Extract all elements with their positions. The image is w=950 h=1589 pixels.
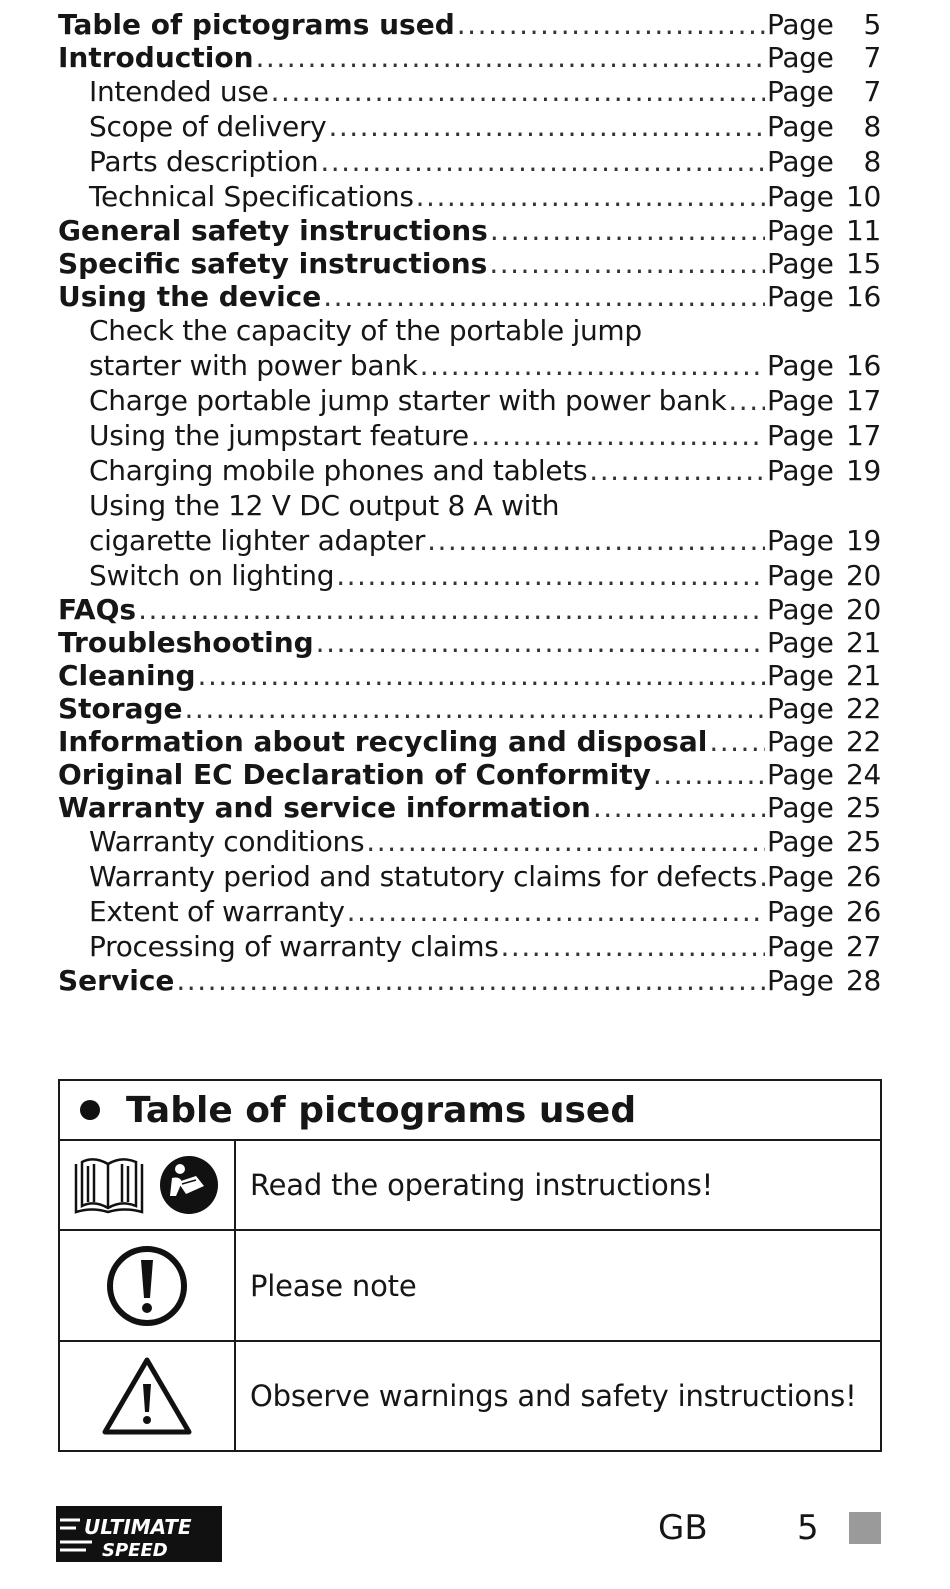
toc-entry	[58, 964, 881, 997]
pictogram-row	[60, 1141, 880, 1231]
toc-entry	[58, 247, 881, 280]
toc-page-number: 28	[845, 964, 881, 997]
toc-leader-dots	[427, 523, 765, 558]
toc-entry-title: Extent of warranty	[89, 895, 345, 928]
toc-page-label: Page	[767, 593, 834, 626]
toc-entry	[58, 758, 881, 791]
toc-leader-dots	[420, 348, 765, 383]
toc-leader-dots	[271, 74, 765, 109]
toc-page-label: Page	[767, 247, 834, 280]
toc-entry-title: Charging mobile phones and tablets	[89, 454, 588, 487]
toc-page-label: Page	[767, 895, 834, 928]
toc-entry-title: Introduction	[58, 41, 254, 74]
brand-line2: SPEED	[102, 1540, 168, 1561]
toc-leader-dots	[653, 758, 765, 791]
warning-triangle-icon	[99, 1354, 195, 1438]
toc-page-label: Page	[767, 930, 834, 963]
toc-page-number: 16	[845, 349, 881, 382]
toc-leader-dots	[185, 692, 765, 725]
toc-leader-dots	[336, 558, 765, 593]
toc-leader-dots	[709, 725, 765, 758]
toc-page-number: 5	[863, 8, 881, 41]
pictogram-icon-cell	[60, 1342, 236, 1450]
toc-entry	[58, 8, 881, 41]
toc-page-label: Page	[767, 41, 834, 74]
toc-entry	[58, 692, 881, 725]
toc-entry	[58, 659, 881, 692]
toc-entry	[58, 725, 881, 758]
toc-leader-dots	[198, 659, 765, 692]
toc-entry	[58, 214, 881, 247]
toc-entry	[58, 313, 881, 348]
toc-entry-title: Charge portable jump starter with power bank	[89, 384, 727, 417]
toc-page-label: Page	[767, 110, 834, 143]
toc-page-label: Page	[767, 524, 834, 557]
pictogram-icon-cell	[60, 1231, 236, 1340]
toc-leader-dots	[490, 214, 765, 247]
toc-page-number: 25	[845, 791, 881, 824]
toc-page-label: Page	[767, 659, 834, 692]
toc-entry-title: Scope of delivery	[89, 110, 327, 143]
toc-entry-title: Intended use	[89, 75, 269, 108]
pictogram-text: Please note	[250, 1268, 417, 1303]
toc-entry-title: Processing of warranty claims	[89, 930, 499, 963]
toc-entry	[58, 894, 881, 929]
exclamation-circle-icon	[105, 1244, 189, 1328]
toc-entry-title: Technical Specifications	[89, 180, 414, 213]
toc-entry	[58, 144, 881, 179]
toc-entry	[58, 523, 881, 558]
toc-entry-title: Using the 12 V DC output 8 A with	[89, 489, 560, 522]
toc-entry	[58, 859, 881, 894]
toc-leader-dots	[489, 247, 765, 280]
toc-leader-dots	[593, 791, 765, 824]
toc-page-label: Page	[767, 419, 834, 452]
toc-page-label: Page	[767, 214, 834, 247]
toc-entry	[58, 383, 881, 418]
toc-page-number: 20	[845, 593, 881, 626]
toc-leader-dots	[256, 41, 765, 74]
toc-entry	[58, 74, 881, 109]
book-and-read-manual-icon	[72, 1152, 222, 1218]
toc-page-label: Page	[767, 145, 834, 178]
brand-logo	[56, 1506, 222, 1566]
toc-entry-title: Switch on lighting	[89, 559, 335, 592]
toc-page-number: 21	[845, 659, 881, 692]
toc-entry-title: cigarette lighter adapter	[89, 524, 426, 557]
toc-leader-dots	[323, 280, 765, 313]
pictogram-icon-cell	[60, 1141, 236, 1229]
toc-entry-title: Original EC Declaration of Conformity	[58, 758, 651, 791]
toc-entry	[58, 791, 881, 824]
toc-entry	[58, 824, 881, 859]
toc-page-label: Page	[767, 758, 834, 791]
toc-entry-title: Specific safety instructions	[58, 247, 488, 280]
toc-page-number: 10	[845, 180, 881, 213]
toc-entry	[58, 179, 881, 214]
toc-page-label: Page	[767, 559, 834, 592]
footer-marker	[849, 1512, 881, 1544]
toc-entry-title: Check the capacity of the portable jump	[89, 314, 642, 347]
toc-entry	[58, 929, 881, 964]
toc-leader-dots	[320, 144, 765, 179]
toc-entry	[58, 41, 881, 74]
toc-entry-title: Warranty conditions	[89, 825, 365, 858]
toc-entry	[58, 558, 881, 593]
footer-page-number: 5	[797, 1508, 819, 1548]
toc-page-label: Page	[767, 384, 834, 417]
toc-leader-dots	[457, 8, 765, 41]
toc-page-number: 25	[845, 825, 881, 858]
toc-entry	[58, 109, 881, 144]
toc-entry	[58, 453, 881, 488]
toc-entry-title: Service	[58, 964, 175, 997]
toc-page-label: Page	[767, 454, 834, 487]
table-of-contents	[58, 8, 881, 997]
toc-leader-dots	[328, 109, 765, 144]
toc-page-number: 19	[845, 524, 881, 557]
toc-page-label: Page	[767, 791, 834, 824]
toc-page-label: Page	[767, 8, 834, 41]
toc-page-number: 8	[863, 110, 881, 143]
toc-page-number: 26	[845, 860, 881, 893]
toc-entry	[58, 348, 881, 383]
toc-entry-title: Using the device	[58, 280, 322, 313]
footer-country: GB	[658, 1508, 708, 1548]
toc-page-label: Page	[767, 349, 834, 382]
toc-entry-title: Troubleshooting	[58, 626, 314, 659]
pictogram-row	[60, 1342, 880, 1450]
toc-entry-title: starter with power bank	[89, 349, 418, 382]
toc-leader-dots	[416, 179, 765, 214]
toc-page-number: 17	[845, 419, 881, 452]
toc-entry-title: Storage	[58, 692, 183, 725]
pictogram-table-header	[60, 1081, 880, 1141]
toc-leader-dots	[589, 453, 765, 488]
toc-entry-title: Table of pictograms used	[58, 8, 455, 41]
toc-entry-title: Parts description	[89, 145, 319, 178]
toc-page-label: Page	[767, 825, 834, 858]
toc-page-label: Page	[767, 280, 834, 313]
toc-page-number: 26	[845, 895, 881, 928]
toc-page-label: Page	[767, 180, 834, 213]
toc-leader-dots	[366, 824, 765, 859]
toc-page-number: 22	[845, 725, 881, 758]
toc-page-label: Page	[767, 860, 834, 893]
toc-leader-dots	[138, 593, 765, 626]
toc-entry-title: General safety instructions	[58, 214, 488, 247]
toc-page-number: 11	[845, 214, 881, 247]
toc-entry-title: FAQs	[58, 593, 137, 626]
toc-page-label: Page	[767, 75, 834, 108]
toc-leader-dots	[728, 383, 765, 418]
pictogram-text: Read the operating instructions!	[250, 1168, 714, 1202]
toc-leader-dots	[347, 894, 765, 929]
bullet-icon	[80, 1100, 100, 1120]
toc-page-label: Page	[767, 692, 834, 725]
toc-page-number: 17	[845, 384, 881, 417]
toc-leader-dots	[471, 418, 765, 453]
toc-entry	[58, 488, 881, 523]
toc-page-number: 15	[845, 247, 881, 280]
toc-page-number: 7	[863, 41, 881, 74]
toc-entry-title: Cleaning	[58, 659, 196, 692]
toc-page-number: 22	[845, 692, 881, 725]
pictogram-table	[58, 1079, 882, 1452]
toc-entry-title: Using the jumpstart feature	[89, 419, 469, 452]
toc-page-label: Page	[767, 964, 834, 997]
toc-page-number: 7	[863, 75, 881, 108]
toc-page-number: 24	[845, 758, 881, 791]
toc-page-number: 27	[845, 930, 881, 963]
toc-page-number: 20	[845, 559, 881, 592]
toc-entry-title: Warranty and service information	[58, 791, 591, 824]
toc-entry	[58, 626, 881, 659]
pictogram-text: Observe warnings and safety instructions!	[250, 1379, 857, 1413]
toc-entry-title: Warranty period and statutory claims for defects	[89, 860, 758, 893]
toc-page-number: 19	[845, 454, 881, 487]
toc-leader-dots	[176, 964, 765, 997]
toc-page-number: 21	[845, 626, 881, 659]
toc-leader-dots	[759, 859, 765, 894]
toc-entry	[58, 418, 881, 453]
toc-entry	[58, 280, 881, 313]
toc-leader-dots	[501, 929, 765, 964]
brand-line1: ULTIMATE	[84, 1515, 192, 1539]
toc-page-label: Page	[767, 626, 834, 659]
pictogram-table-title: Table of pictograms used	[126, 1089, 637, 1131]
toc-page-label: Page	[767, 725, 834, 758]
toc-page-number: 16	[845, 280, 881, 313]
toc-entry	[58, 593, 881, 626]
toc-leader-dots	[316, 626, 765, 659]
toc-page-number: 8	[863, 145, 881, 178]
pictogram-row	[60, 1231, 880, 1342]
toc-entry-title: Information about recycling and disposal	[58, 725, 708, 758]
